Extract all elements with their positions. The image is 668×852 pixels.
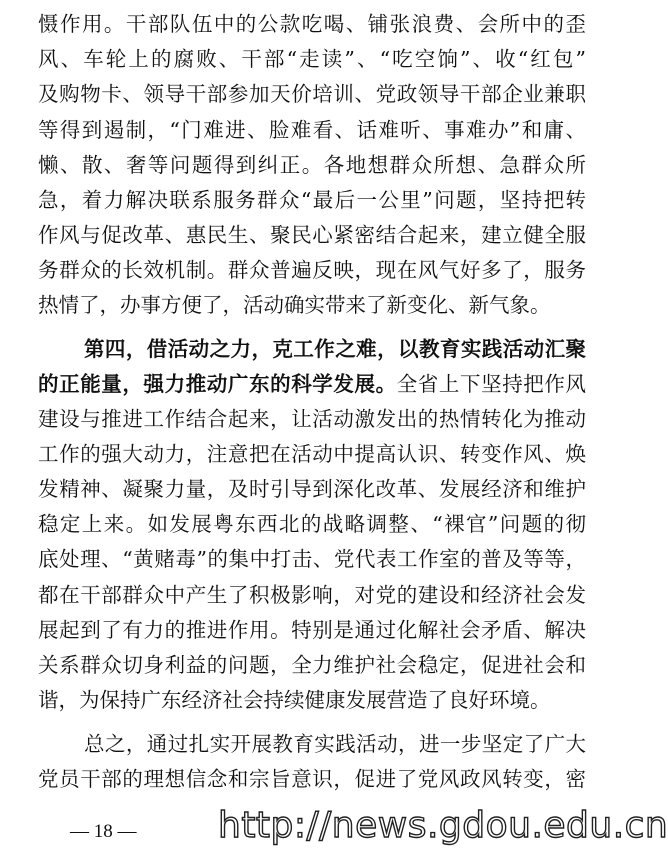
text-line: 展起到了有力的推进作用。特别是通过化解社会矛盾、解决: [38, 618, 586, 642]
paragraph-heading: 第四，借活动之力，克工作之难，以教育实践活动汇聚: [84, 337, 586, 361]
text-line: 工作的强大动力，注意把在活动中提高认识、转变作风、焕: [38, 442, 586, 466]
text-line: 发精神、凝聚力量，及时引导到深化改革、发展经济和维护: [38, 477, 586, 501]
text-line: 建设与推进工作结合起来，让活动激发出的热情转化为推动: [38, 407, 586, 431]
text-line: 稳定上来。如发展粤东西北的战略调整、“裸官”问题的彻: [38, 512, 586, 536]
text-line: 热情了，办事方便了，活动确实带来了新变化、新气象。: [38, 293, 551, 317]
text-line: 总之，通过扎实开展教育实践活动，进一步坚定了广大: [84, 732, 586, 756]
page-number: — 18 —: [70, 821, 137, 842]
text-line: 急，着力解决联系服务群众“最后一公里”问题，坚持把转: [38, 188, 586, 212]
text-line: 懒、散、奢等问题得到纠正。各地想群众所想、急群众所: [38, 153, 586, 177]
text-line: 党员干部的理想信念和宗旨意识，促进了党风政风转变，密: [38, 767, 586, 791]
text-line: 务群众的长效机制。群众普遍反映，现在风气好多了，服务: [38, 258, 586, 282]
text-line: 关系群众切身利益的问题，全力维护社会稳定，促进社会和: [38, 653, 586, 677]
text-segment: 全省上下坚持把作风: [396, 372, 587, 396]
text-line: 等得到遏制，“门难进、脸难看、话难听、事难办”和庸、: [38, 118, 586, 142]
text-line: 谐，为保持广东经济社会持续健康发展营造了良好环境。: [38, 688, 551, 712]
text-line: 及购物卡、领导干部参加天价培训、党政领导干部企业兼职: [38, 82, 586, 106]
text-line: 都在干部群众中产生了积极影响，对党的建设和经济社会发: [38, 583, 586, 607]
text-line: [38, 374, 586, 395]
text-line: 底处理、“黄赌毒”的集中打击、党代表工作室的普及等等，: [38, 547, 586, 571]
text-line: 风、车轮上的腐败、干部“走读”、“吃空饷”、收“红包”: [38, 47, 586, 71]
paragraph-heading-continued: 的正能量，强力推动广东的科学发展。: [38, 372, 397, 396]
text-line: 慑作用。干部队伍中的公款吃喝、铺张浪费、会所中的歪: [38, 12, 586, 36]
watermark-url: http://news.gdou.edu.cn: [218, 805, 668, 846]
text-line: 作风与促改革、惠民生、聚民心紧密结合起来，建立健全服: [38, 223, 586, 247]
